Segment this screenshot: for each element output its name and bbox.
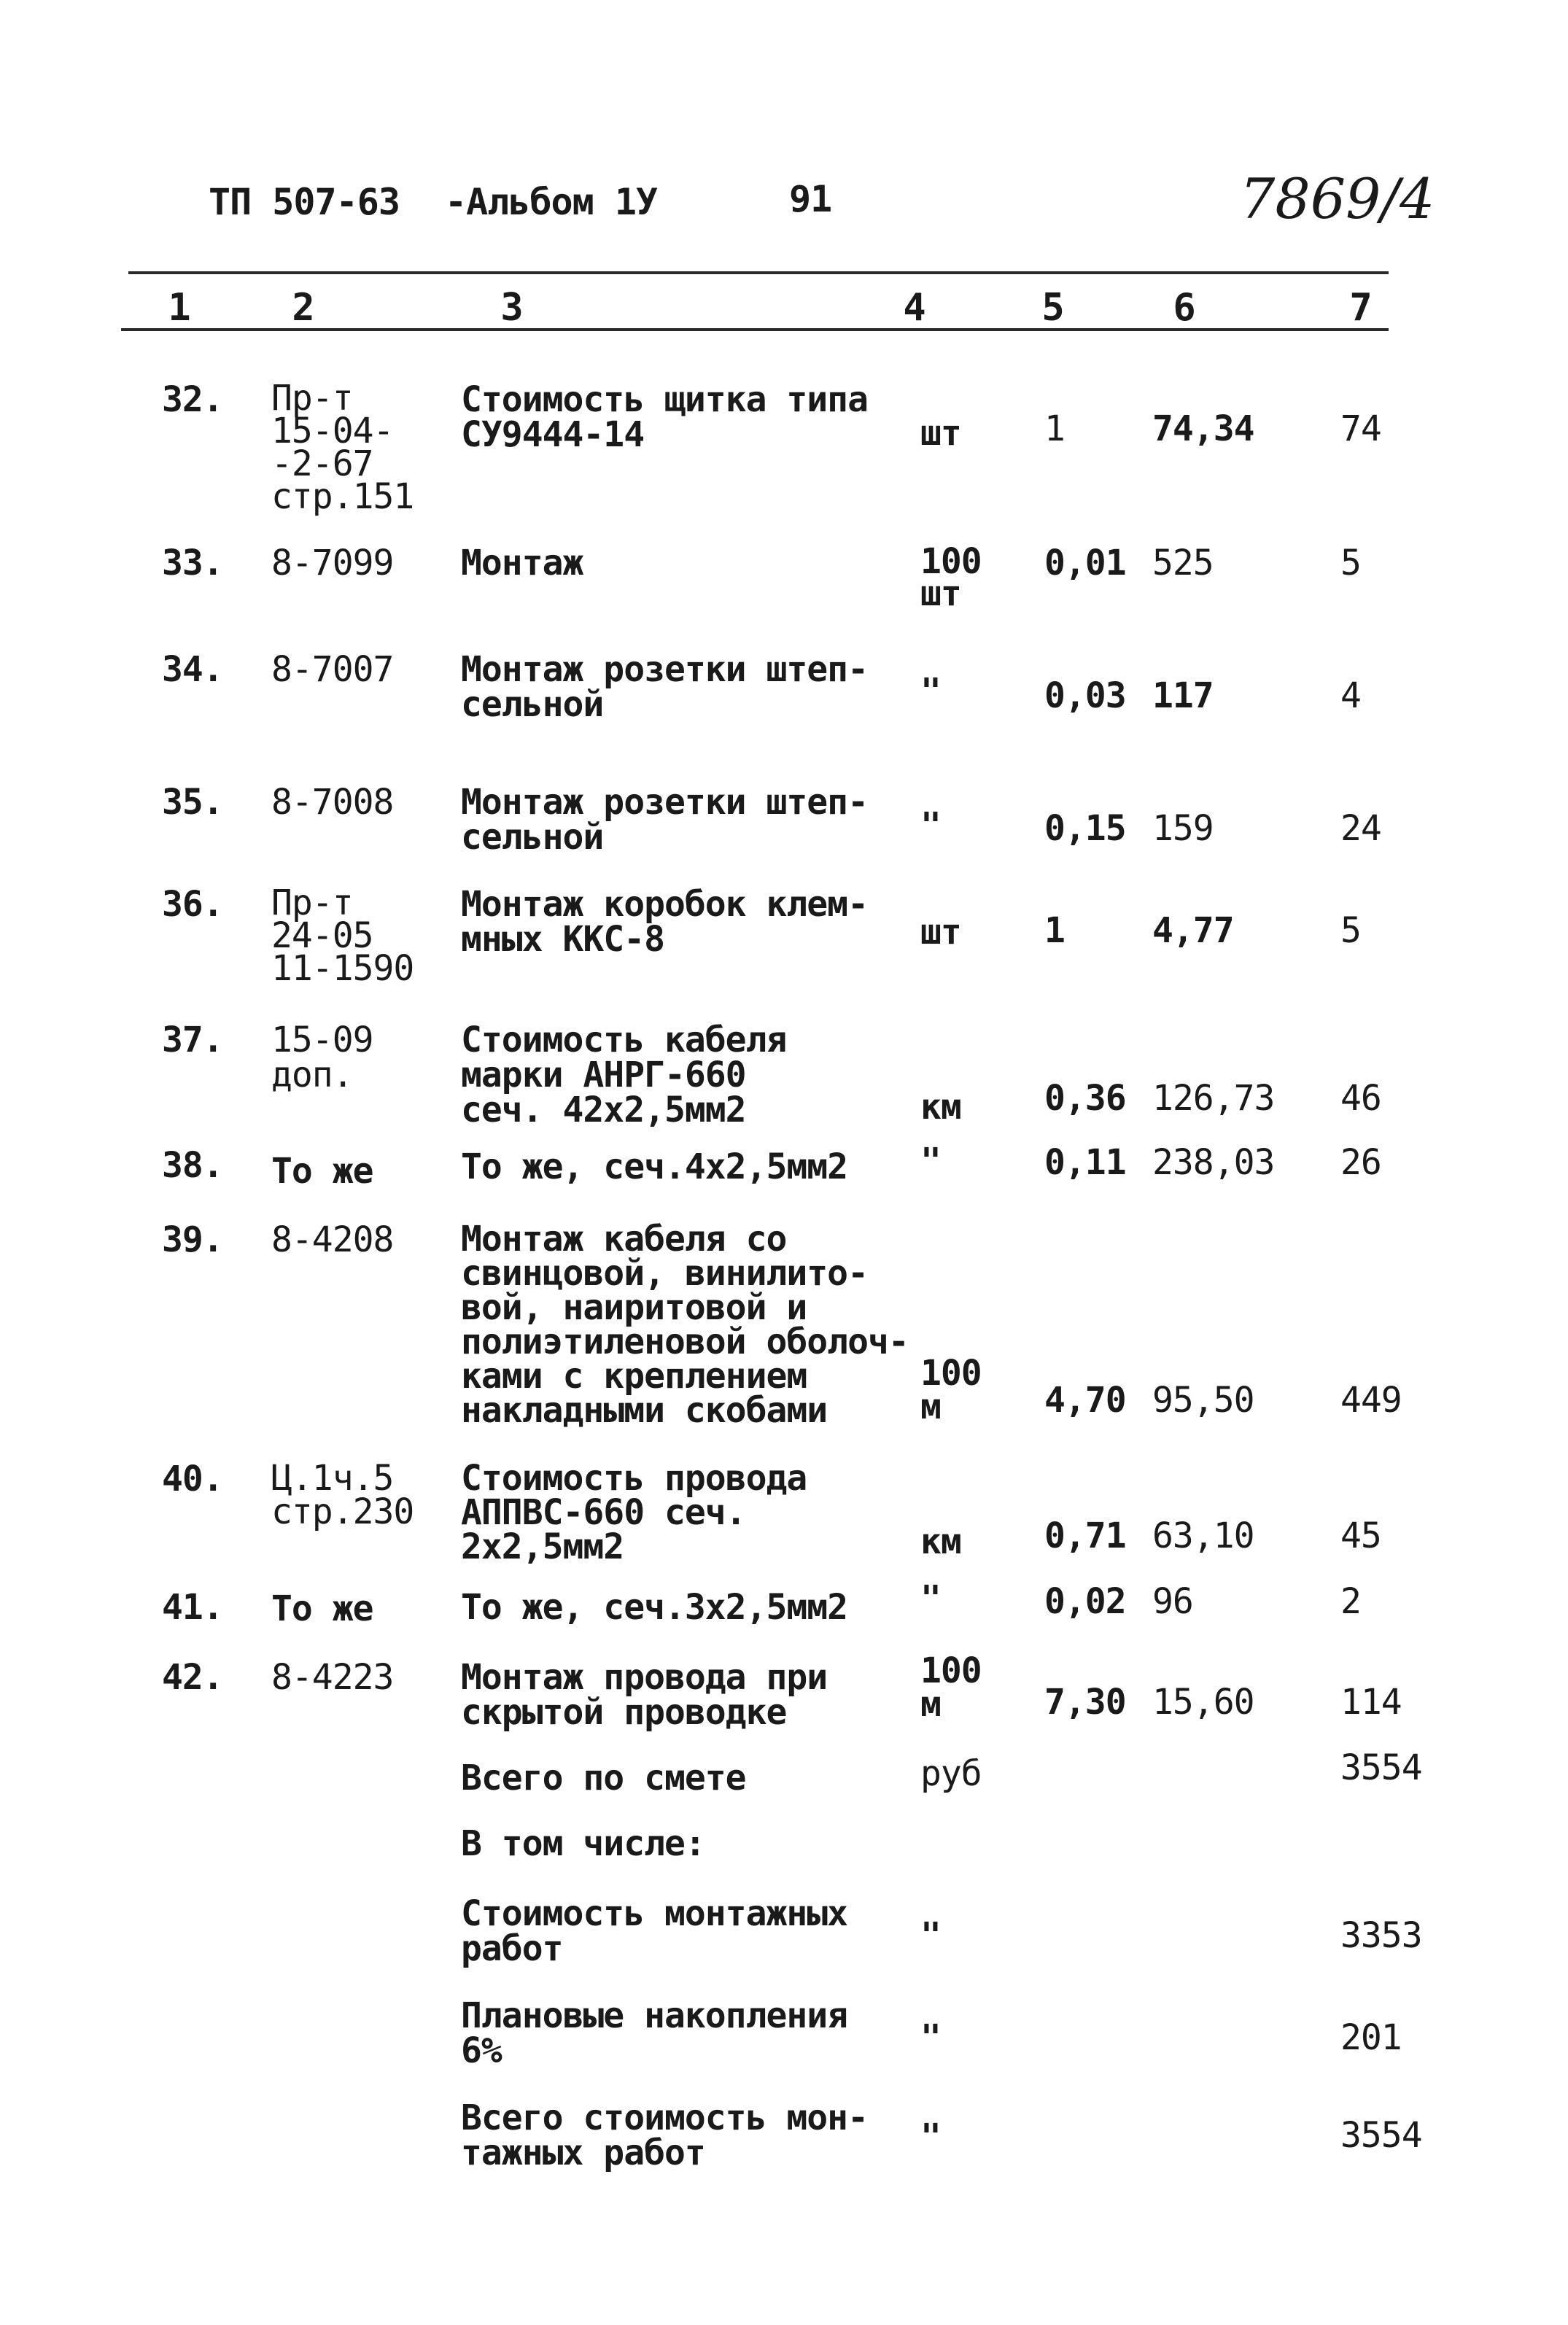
summary-total: 3554 xyxy=(1340,1747,1422,1788)
row-number: 35. xyxy=(162,782,223,823)
row-code: То же xyxy=(271,1588,373,1629)
row-number: 36. xyxy=(162,884,223,925)
row-quantity: 0,01 xyxy=(1044,543,1126,583)
row-number: 42. xyxy=(162,1657,223,1698)
row-unit: шт xyxy=(920,413,961,454)
row-price: 96 xyxy=(1152,1581,1193,1622)
column-header-7: 7 xyxy=(1349,286,1373,330)
row-code: 15-09 доп. xyxy=(271,1020,373,1095)
row-quantity: 4,70 xyxy=(1044,1380,1126,1421)
row-description: Стоимость щитка типа СУ9444-14 xyxy=(461,379,868,455)
row-price: 15,60 xyxy=(1152,1682,1254,1723)
column-header-3: 3 xyxy=(500,286,524,330)
summary-total: 3353 xyxy=(1340,1915,1422,1956)
row-unit: км xyxy=(920,1087,961,1127)
row-price: 95,50 xyxy=(1152,1380,1254,1421)
row-unit: 100 м xyxy=(920,1650,982,1725)
summary-label: Плановые накопления 6% xyxy=(461,1995,848,2071)
row-description: Монтаж розетки штеп- сельной xyxy=(461,782,868,858)
row-total: 114 xyxy=(1340,1682,1402,1723)
row-total: 26 xyxy=(1340,1142,1381,1183)
row-quantity: 7,30 xyxy=(1044,1682,1126,1723)
row-code: 8-4223 xyxy=(271,1657,394,1698)
row-number: 33. xyxy=(162,543,223,583)
row-total: 24 xyxy=(1340,808,1381,849)
column-header-4: 4 xyxy=(903,286,926,330)
row-description: То же, сеч.4х2,5мм2 xyxy=(461,1146,848,1187)
row-price: 126,73 xyxy=(1152,1078,1275,1119)
page-number: 91 xyxy=(789,178,832,220)
row-quantity: 0,02 xyxy=(1044,1581,1126,1622)
row-total: 5 xyxy=(1340,543,1361,583)
table-top-rule xyxy=(128,271,1389,274)
summary-label: Всего стоимость мон- тажных работ xyxy=(461,2097,868,2173)
row-description: То же, сеч.3х2,5мм2 xyxy=(461,1587,848,1628)
row-number: 32. xyxy=(162,379,223,420)
row-code: Пр-т 24-05 11-1590 xyxy=(271,882,414,989)
row-price: 159 xyxy=(1152,808,1214,849)
row-unit: 100 шт xyxy=(920,541,982,614)
row-quantity: 0,36 xyxy=(1044,1078,1126,1119)
row-description: Монтаж провода при скрытой проводке xyxy=(461,1657,828,1733)
summary-unit: " xyxy=(920,2017,941,2058)
summary-label: Стоимость монтажных работ xyxy=(461,1893,848,1969)
row-quantity: 0,71 xyxy=(1044,1515,1126,1556)
row-number: 40. xyxy=(162,1459,223,1499)
row-unit: шт xyxy=(920,912,961,952)
row-price: 117 xyxy=(1152,675,1214,716)
row-price: 238,03 xyxy=(1152,1142,1275,1183)
row-number: 39. xyxy=(162,1219,223,1260)
project-code: ТП 507-63 xyxy=(209,181,400,223)
row-description: Монтаж розетки штеп- сельной xyxy=(461,649,868,725)
row-total: 46 xyxy=(1340,1078,1381,1119)
summary-unit: " xyxy=(920,2116,941,2157)
summary-total: 3554 xyxy=(1340,2115,1422,2156)
row-number: 38. xyxy=(162,1145,223,1186)
row-description: Стоимость провода АППВС-660 сеч. 2х2,5мм2 xyxy=(461,1458,807,1567)
row-description: Монтаж кабеля со свинцовой, винилито- вой, наиритовой и полиэтиленовой оболоч- ками с креплением накладными скобами xyxy=(461,1219,909,1431)
row-unit: 100 м xyxy=(920,1353,982,1427)
row-number: 37. xyxy=(162,1020,223,1060)
row-total: 2 xyxy=(1340,1581,1361,1622)
column-header-2: 2 xyxy=(292,286,315,330)
summary-label: В том числе: xyxy=(461,1823,705,1864)
summary-total: 201 xyxy=(1340,2017,1402,2058)
document-number: 7869/4 xyxy=(1240,166,1435,231)
row-quantity: 0,11 xyxy=(1044,1142,1126,1183)
row-quantity: 1 xyxy=(1044,408,1065,449)
row-unit: " xyxy=(920,671,941,712)
row-price: 4,77 xyxy=(1152,910,1234,951)
column-header-1: 1 xyxy=(168,286,191,330)
row-price: 525 xyxy=(1152,543,1214,583)
row-unit: км xyxy=(920,1521,961,1562)
row-code: 8-7007 xyxy=(271,649,394,690)
row-description: Монтаж xyxy=(461,543,583,583)
summary-unit: руб xyxy=(920,1753,982,1794)
row-total: 45 xyxy=(1340,1515,1381,1556)
row-description: Монтаж коробок клем- мных ККС-8 xyxy=(461,884,868,960)
row-total: 74 xyxy=(1340,408,1381,449)
row-total: 449 xyxy=(1340,1380,1402,1421)
row-number: 34. xyxy=(162,649,223,690)
row-total: 5 xyxy=(1340,910,1361,951)
row-price: 74,34 xyxy=(1152,408,1254,449)
album-label: -Альбом 1У xyxy=(445,181,658,223)
row-code: Ц.1ч.5 стр.230 xyxy=(271,1458,414,1532)
row-code: 8-7099 xyxy=(271,543,394,583)
row-unit: " xyxy=(920,805,941,846)
row-code: 8-4208 xyxy=(271,1219,394,1260)
row-code: 8-7008 xyxy=(271,782,394,823)
row-code: Пр-т 15-04- -2-67 стр.151 xyxy=(271,378,414,517)
row-unit: " xyxy=(920,1141,941,1181)
row-quantity: 0,15 xyxy=(1044,808,1126,849)
row-number: 41. xyxy=(162,1587,223,1628)
row-unit: " xyxy=(920,1578,941,1619)
column-header-5: 5 xyxy=(1041,286,1065,330)
row-price: 63,10 xyxy=(1152,1515,1254,1556)
summary-label: Всего по смете xyxy=(461,1758,746,1798)
column-header-6: 6 xyxy=(1173,286,1196,330)
row-code: То же xyxy=(271,1151,373,1192)
summary-unit: " xyxy=(920,1915,941,1956)
row-quantity: 0,03 xyxy=(1044,675,1126,716)
row-total: 4 xyxy=(1340,675,1361,716)
row-quantity: 1 xyxy=(1044,910,1065,951)
row-description: Стоимость кабеля марки АНРГ-660 сеч. 42х2,5мм2 xyxy=(461,1020,787,1130)
